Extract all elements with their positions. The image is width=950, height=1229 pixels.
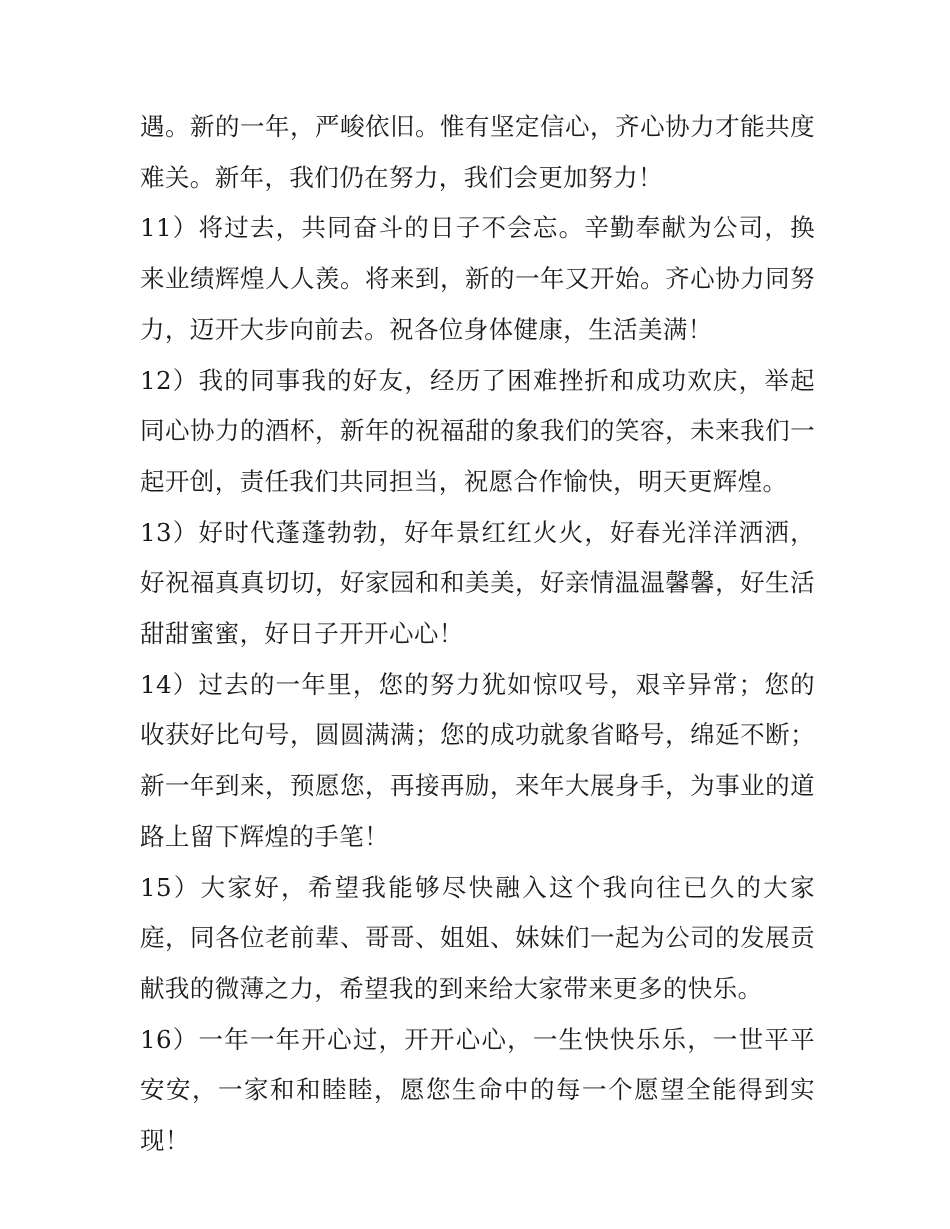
- paragraph-continuation: 遇。新的一年，严峻依旧。惟有坚定信心，齐心协力才能共度难关。新年，我们仍在努力，我们会更加努力！: [140, 112, 815, 192]
- paragraph-15: 15）大家好，希望我能够尽快融入这个我向往已久的大家庭，同各位老前辈、哥哥、姐姐、妹妹们一起为公司的发展贡献我的微薄之力，希望我的到来给大家带来更多的快乐。: [140, 872, 815, 1003]
- document-body: [140, 102, 815, 1167]
- paragraph-12: 12）我的同事我的好友，经历了困难挫折和成功欢庆，举起同心协力的酒杯，新年的祝福甜的象我们的笑容，未来我们一起开创，责任我们共同担当，祝愿合作愉快，明天更辉煌。: [140, 365, 815, 496]
- paragraph-13: 13）好时代蓬蓬勃勃，好年景红红火火，好春光洋洋洒洒，好祝福真真切切，好家园和和美美，好亲情温温馨馨，好生活甜甜蜜蜜，好日子开开心心！: [140, 517, 815, 649]
- paragraph-16: 16）一年一年开心过，开开心心，一生快快乐乐，一世平平安安，一家和和睦睦，愿您生命中的每一个愿望全能得到实现！: [140, 1024, 815, 1156]
- paragraph-11: 11）将过去，共同奋斗的日子不会忘。辛勤奉献为公司，换来业绩辉煌人人羡。将来到，新的一年又开始。齐心协力同努力，迈开大步向前去。祝各位身体健康，生活美满！: [140, 213, 815, 344]
- paragraph-14: 14）过去的一年里，您的努力犹如惊叹号，艰辛异常；您的收获好比句号，圆圆满满；您的成功就象省略号，绵延不断；新一年到来，预愿您，再接再励，来年大展身手，为事业的道路上留下辉煌的手笔！: [140, 669, 815, 851]
